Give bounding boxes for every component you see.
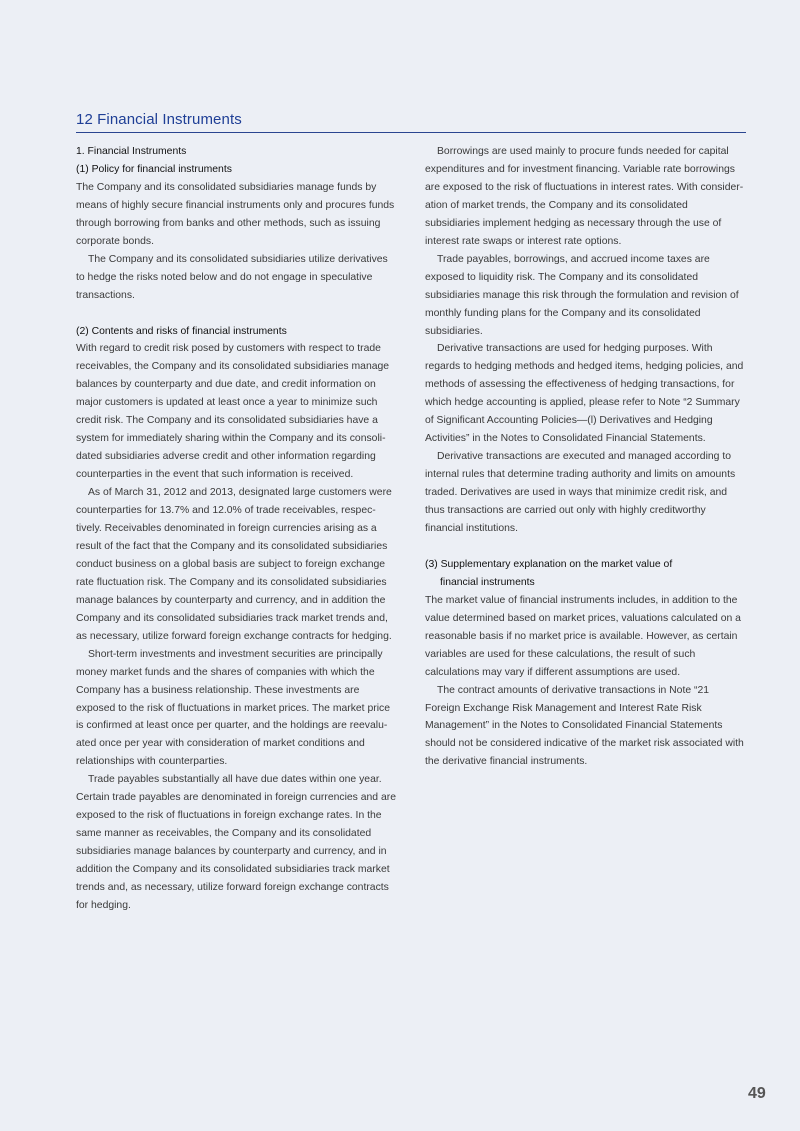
subheading-market-value: (3) Supplementary explanation on the market value of xyxy=(425,558,673,570)
paragraph: Derivative transactions are executed and managed according to internal rules that determine trading authority and limits on amounts traded. Derivatives are used in ways that minimize credit risk, and thus transactions are carried out only with highly creditworthy financial institutions. xyxy=(425,451,736,535)
paragraph: With regard to credit risk posed by customers with respect to trade receivables, the Company and its consolidated subsidiaries manage balances by counterparty and due date, and credit information on major customers is updated at least once a year to minimize such credit risk. The Company and its consolidated subsidiaries have a system for immediately sharing within the Company and its consoli-dated subsidiaries adverse credit and other information regarding counterparties in the event that such information is received. xyxy=(76,343,390,481)
paragraph: The Company and its consolidated subsidiaries manage funds by means of highly secure financial instruments only and procures funds through borrowing from banks and other methods, such as issuing corporate bonds. xyxy=(76,181,395,247)
left-column xyxy=(76,143,396,915)
page-number: 49 xyxy=(748,1085,766,1102)
paragraph: Borrowings are used mainly to procure funds needed for capital expenditures and for investment financing. Variable rate borrowings are exposed to the risk of fluctuations in interest rates. With consider-ation of market trends, the Company and its consolidated subsidiaries implement hedging as necessary through the use of interest rate swaps or interest rate options. xyxy=(425,146,744,247)
paragraph: The contract amounts of derivative transactions in Note “21 Foreign Exchange Risk Management and Interest Rate Risk Management” in the Notes to Consolidated Financial Statements should not be considered indicative of the market risk associated with the derivative financial instruments. xyxy=(425,684,744,768)
paragraph: Derivative transactions are used for hedging purposes. With regards to hedging methods and hedged items, hedging policies, and methods of assessing the effectiveness of hedging transactions, for which hedge accounting is applied, please refer to Note “2 Summary of Significant Accounting Policies—(l) Derivatives and Hedging Activities” in the Notes to Consolidated Financial Statements. xyxy=(425,343,744,445)
right-column xyxy=(425,143,745,771)
subheading-contents-risks: (2) Contents and risks of financial instruments xyxy=(76,325,287,337)
paragraph: The Company and its consolidated subsidiaries utilize derivatives to hedge the risks noted below and do not engage in speculative transactions. xyxy=(76,253,388,301)
paragraph: The market value of financial instruments includes, in addition to the value determined based on market prices, valuations calculated on a reasonable basis if no market price is available. However, as certain variables are used for these calculations, the result of such calculations may vary if different assumptions are used. xyxy=(425,594,741,678)
paragraph: As of March 31, 2012 and 2013, designated large customers were counterparties for 13.7% and 12.0% of trade receivables, respec-tively. Receivables denominated in foreign currencies arising as a result of the fact that the Company and its consolidated subsidiaries conduct business on a global basis are subject to foreign exchange rate fluctuation risk. The Company and its consolidated subsidiaries manage balances by counterparty and currency, and in addition the Company and its consolidated subsidiaries track market trends and, as necessary, utilize forward foreign exchange contracts for hedging. xyxy=(76,487,392,642)
title-divider xyxy=(76,132,746,133)
heading-financial-instruments: 1. Financial Instruments xyxy=(76,146,187,157)
subheading-market-value-cont: financial instruments xyxy=(440,576,535,588)
paragraph: Trade payables substantially all have due dates within one year. Certain trade payables are denominated in foreign currencies and are exposed to the risk of fluctuations in foreign exchange rates. In the same manner as receivables, the Company and its consolidated subsidiaries manage balances by counterparty and currency, and in addition the Company and its consolidated subsidiaries track market trends and, as necessary, utilize forward foreign exchange contracts for hedging. xyxy=(76,774,396,912)
paragraph: Trade payables, borrowings, and accrued income taxes are exposed to liquidity risk. The Company and its consolidated subsidiaries manage this risk through the formulation and revision of monthly funding plans for the Company and its consolidated subsidiaries. xyxy=(425,253,739,337)
subheading-policy: (1) Policy for financial instruments xyxy=(76,163,232,175)
section-title: 12 Financial Instruments xyxy=(76,111,242,128)
paragraph: Short-term investments and investment securities are principally money market funds and the shares of companies with which the Company has a business relationship. These investments are exposed to the risk of fluctuations in market prices. The market price is confirmed at least once per quarter, and the holdings are reevalu-ated once per year with consideration of market conditions and relationships with counterparties. xyxy=(76,648,390,768)
